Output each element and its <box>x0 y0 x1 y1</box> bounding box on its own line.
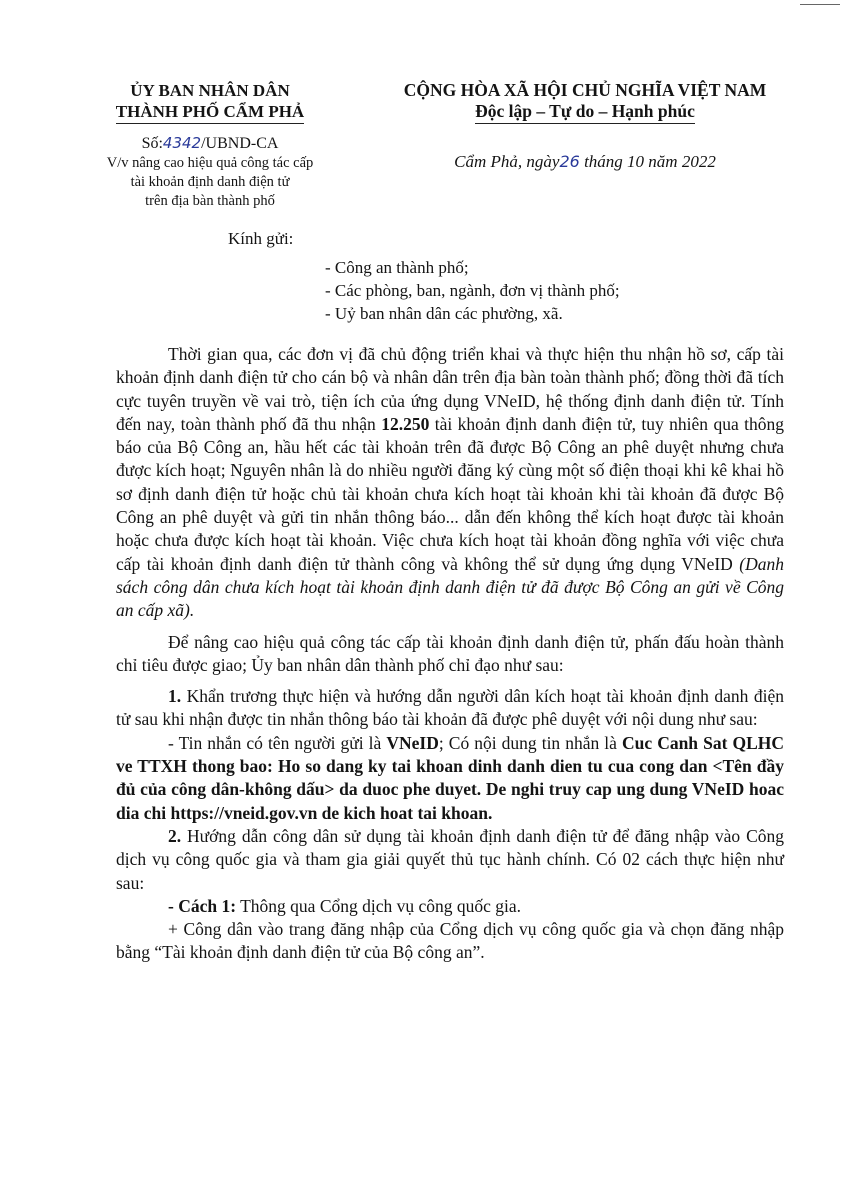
subject-line: trên địa bàn thành phố <box>145 193 275 209</box>
date-day-handwritten: 26 <box>559 152 580 171</box>
text-run: Thời gian qua, các đơn vị đã chủ động triển khai và thực hiện thu nhận hồ sơ, cấp tài khoản định danh điện tử cho cán bộ và nhân dân trên địa bàn toàn thành phố; đồng thời đã tích cực tuyên truyền về vai trò, tiện ích của ứng dụng VNeID, hệ thống định danh điện tử. Tính đến nay, toàn thành phố đã thu nhận <box>116 344 784 434</box>
recipient-item: - Công an thành phố; <box>325 258 469 277</box>
item-number: 2. <box>168 825 182 846</box>
document-body <box>116 343 784 965</box>
issuer-block <box>60 80 360 211</box>
paragraph-item-1 <box>116 685 784 732</box>
paragraph-situation <box>116 343 784 623</box>
scan-edge-line <box>800 4 840 5</box>
sms-message: Cuc Canh Sat QLHC ve TTXH thong bao: Ho so dang ky tai khoan dinh danh dien tu cua cong dan <Tên đầy đủ của công dân-không dấu> da duoc phe duyet. De nghi truy cap ung dung VNeID hoac dia chi https://vneid.gov.vn de kich hoat tai khoan. <box>116 732 784 823</box>
text-run: tài khoản định danh điện tử, tuy nhiên qua thông báo của Bộ Công an, hầu hết các tài khoản trên đã được Bộ Công an phê duyệt nhưng chưa được kích hoạt; Nguyên nhân là do nhiều người đăng ký cùng một số điện thoại khi kê khai hồ sơ định danh điện tử hoặc chủ tài khoản chưa kích hoạt tài khoản khi tài khoản đã được Bộ Công an phê duyệt và gửi tin nhắn thông báo... dẫn đến không thể kích hoạt được tài khoản hoặc chưa được kích hoạt tài khoản. Việc chưa kích hoạt tài khoản đồng nghĩa với việc chưa cấp tài khoản định danh điện tử thành công và không thể sử dụng ứng dụng VNeID <box>116 413 784 574</box>
paragraph-directive-intro <box>116 631 784 678</box>
text-run: ; Có nội dung tin nhắn là <box>438 732 622 753</box>
text-run: - Tin nhắn có tên người gửi là <box>168 732 387 753</box>
text-run: Để nâng cao hiệu quả công tác cấp tài khoản định danh điện tử, phấn đấu hoàn thành chỉ tiêu được giao; Ủy ban nhân dân thành phố chỉ đạo như sau: <box>116 631 784 675</box>
text-run: + Công dân vào trang đăng nhập của Cổng dịch vụ công quốc gia và chọn đăng nhập bằng “Tài khoản định danh điện tử của Bộ công an”. <box>116 919 784 963</box>
italic-note: (Danh sách công dân chưa kích hoạt tài khoản định danh điện tử đã được Bộ Công an gửi về Công an cấp xã). <box>116 553 784 621</box>
paragraph-method-1 <box>116 895 784 918</box>
recipient-item: - Uỷ ban nhân dân các phường, xã. <box>325 304 563 323</box>
number-handwritten: 4342 <box>162 134 202 152</box>
document-number <box>60 133 360 154</box>
issuer-org-line1: ỦY BAN NHÂN DÂN <box>130 81 290 100</box>
date-prefix: Cẩm Phả, ngày <box>454 152 560 171</box>
paragraph-item-2 <box>116 825 784 895</box>
sender-name: VNeID <box>386 732 439 753</box>
nation-title: CỘNG HÒA XÃ HỘI CHỦ NGHĨA VIỆT NAM <box>403 80 767 100</box>
text-run: Khẩn trương thực hiện và hướng dẫn người dân kích hoạt tài khoản định danh điện tử sau khi nhận được tin nhắn thông báo tài khoản đã được phê duyệt với nội dung như sau: <box>116 686 784 730</box>
method-label: - Cách 1: <box>168 895 237 916</box>
text-run: Hướng dẫn công dân sử dụng tài khoản định danh điện tử để đăng nhập vào Công dịch vụ công quốc gia và tham gia giải quyết thủ tục hành chính. Có 02 cách thực hiện như sau: <box>116 825 784 893</box>
number-suffix: /UBND-CA <box>201 135 279 152</box>
number-prefix: Số: <box>141 135 163 152</box>
recipient-item: - Các phòng, ban, ngành, đơn vị thành phố; <box>325 281 620 300</box>
recipients-label: Kính gửi: <box>228 229 294 248</box>
issuer-org-line2: THÀNH PHỐ CẨM PHẢ <box>116 101 304 124</box>
account-count: 12.250 <box>381 413 430 434</box>
nation-motto: Độc lập – Tự do – Hạnh phúc <box>475 101 695 124</box>
paragraph-method-1-step <box>116 918 784 965</box>
text-run: Thông qua Cổng dịch vụ công quốc gia. <box>236 895 522 916</box>
subject-line: V/v nâng cao hiệu quả công tác cấp <box>106 155 314 171</box>
date-suffix: tháng 10 năm 2022 <box>579 152 716 171</box>
paragraph-sms-content <box>116 732 784 825</box>
item-number: 1. <box>168 686 182 707</box>
document-date <box>360 152 810 172</box>
nation-block <box>360 80 810 172</box>
subject-line: tài khoản định danh điện tử <box>130 174 290 190</box>
recipients-list <box>325 256 620 325</box>
